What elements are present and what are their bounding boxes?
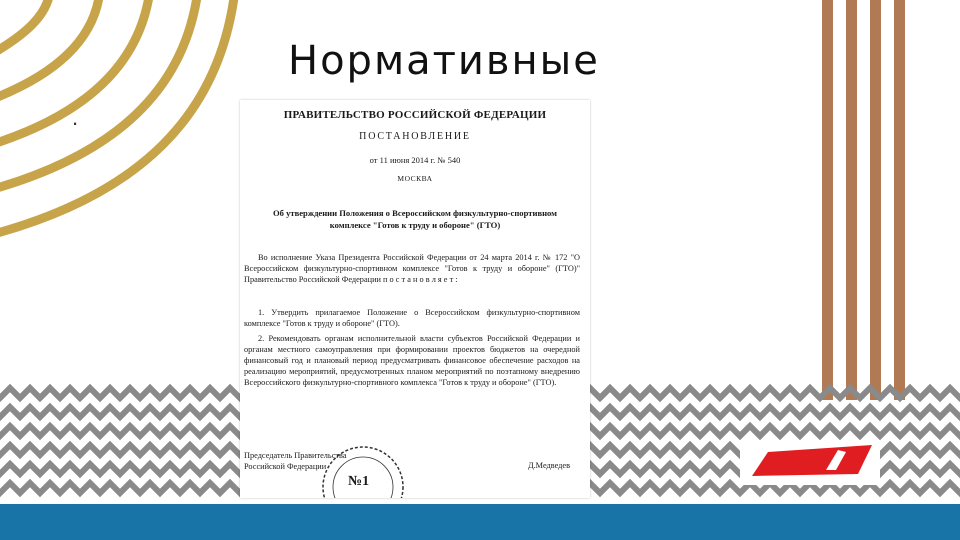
document-item-2: 2. Рекомендовать органам исполнительной власти субъектов Российской Федерации и органам местного самоуправления при формировании проектов бюджетов на очередной финансовый год и плановый период предусматривать финансовое обеспечение расходов на реализацию мероприятий, предусмотренных планом мероприятий по поэтапному внедрению Всероссийского физкультурно-спортивного комплекса "Готов к труду и обороне" (ГТО). xyxy=(244,334,580,387)
signatory-name: Д.Медведев xyxy=(527,461,570,470)
seal-number: №1 xyxy=(348,474,370,489)
document-type: ПОСТАНОВЛЕНИЕ xyxy=(359,131,471,142)
signatory-role: Председатель Правительства Российской Федерации xyxy=(244,451,347,471)
document-government-heading: ПРАВИТЕЛЬСТВО РОССИЙСКОЙ ФЕДЕРАЦИИ xyxy=(283,109,547,121)
document-date-number: от 11 июня 2014 г. № 540 xyxy=(369,155,461,165)
slide-title: Нормативные xyxy=(288,38,600,84)
bullet-marker: . xyxy=(72,105,79,130)
decree-document-image xyxy=(240,100,590,498)
document-city: МОСКВА xyxy=(397,174,433,183)
document-preamble: Во исполнение Указа Президента Российской Федерации от 24 марта 2014 г. № 172 "О Всероссийском физкультурно-спортивном комплексе "Готов к труду и обороне" (ГТО)" Правительство Российской Федерации п о с т а н о в л я е т : xyxy=(244,253,580,284)
bottom-blue-bar xyxy=(0,504,960,540)
document-subject: Об утверждении Положения о Всероссийском физкультурно-спортивном комплексе "Готов к труду и обороне" (ГТО) xyxy=(272,208,558,230)
document-item-1: 1. Утвердить прилагаемое Положение о Всероссийском физкультурно-спортивном комплексе "Готов к труду и обороне" (ГТО). xyxy=(244,308,580,328)
